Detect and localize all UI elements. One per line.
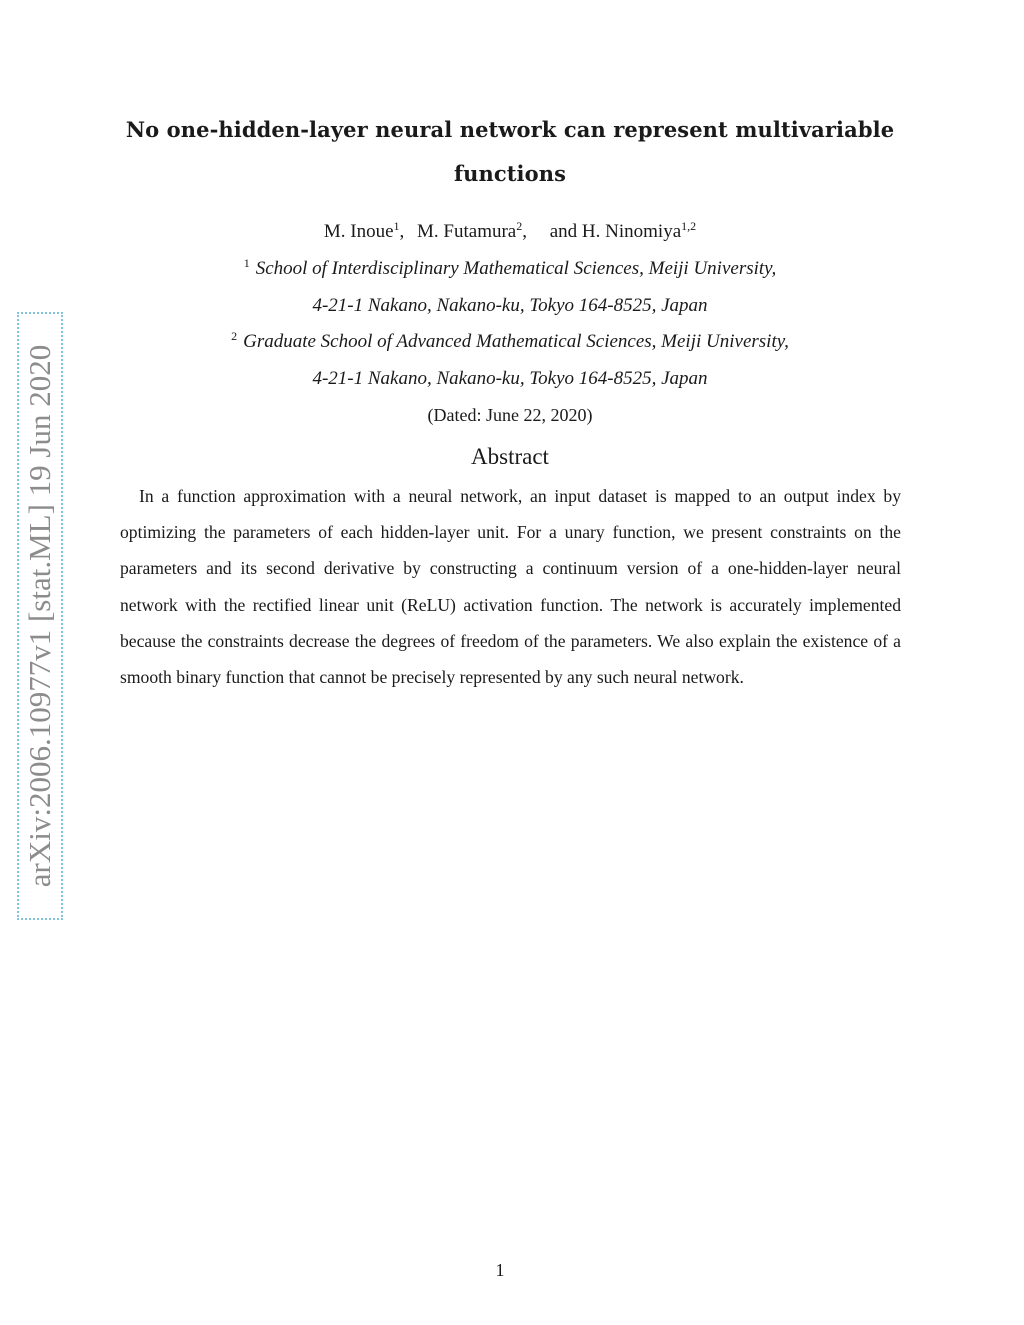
author-affiliation-mark: 2 <box>516 219 523 233</box>
date-line: (Dated: June 22, 2020) <box>427 405 593 425</box>
page-number: 1 <box>495 1260 505 1280</box>
affiliation-address: 4-21-1 Nakano, Nakano-ku, Tokyo 164-8525, Japan <box>312 367 708 389</box>
affiliation-institution: School of Interdisciplinary Mathematical Sciences, Meiji University, <box>255 258 777 279</box>
title-line-1: No one-hidden-layer neural network can represent multivariable <box>125 117 895 142</box>
author-separator: , <box>399 221 405 242</box>
paper-title <box>110 108 910 196</box>
affiliation-line <box>110 324 910 361</box>
author-1 <box>324 221 404 242</box>
arxiv-identifier: arXiv:2006.10977v1 [stat.ML] 19 Jun 2020 <box>22 344 57 888</box>
author-name: M. Futamura <box>417 221 517 242</box>
author-3 <box>550 221 696 242</box>
affiliation-1 <box>110 251 910 324</box>
abstract-text: In a function approximation with a neural network, an input dataset is mapped to an output index by optimizing the parameters of each hidden-layer unit. For a unary function, we present constraints on the parameters and its second derivative by constructing a continuum version of a one-hidden-layer neural network with the rectified linear unit (ReLU) activation function. The network is accurately implemented because the constraints decrease the degrees of freedom of the parameters. We also explain the existence of a smooth binary function that cannot be precisely represented by any such neural network. <box>120 486 901 688</box>
author-affiliation-mark: 1,2 <box>681 219 697 233</box>
affiliation-line <box>110 251 910 288</box>
affiliation-mark: 1 <box>243 256 250 270</box>
author-name: M. Inoue <box>323 221 394 242</box>
arxiv-stamp <box>17 312 63 920</box>
affiliation-mark: 2 <box>231 329 238 343</box>
author-2 <box>417 221 527 242</box>
author-separator: , <box>522 221 527 242</box>
affiliation-address: 4-21-1 Nakano, Nakano-ku, Tokyo 164-8525, Japan <box>312 294 708 316</box>
author-name: and H. Ninomiya <box>549 221 682 242</box>
author-affiliation-mark: 1 <box>393 219 400 233</box>
affiliation-institution: Graduate School of Advanced Mathematical Sciences, Meiji University, <box>243 331 789 352</box>
author-list <box>110 219 910 245</box>
affiliation-2 <box>110 324 910 397</box>
abstract-heading: Abstract <box>471 444 549 469</box>
title-line-2: functions <box>453 161 567 186</box>
